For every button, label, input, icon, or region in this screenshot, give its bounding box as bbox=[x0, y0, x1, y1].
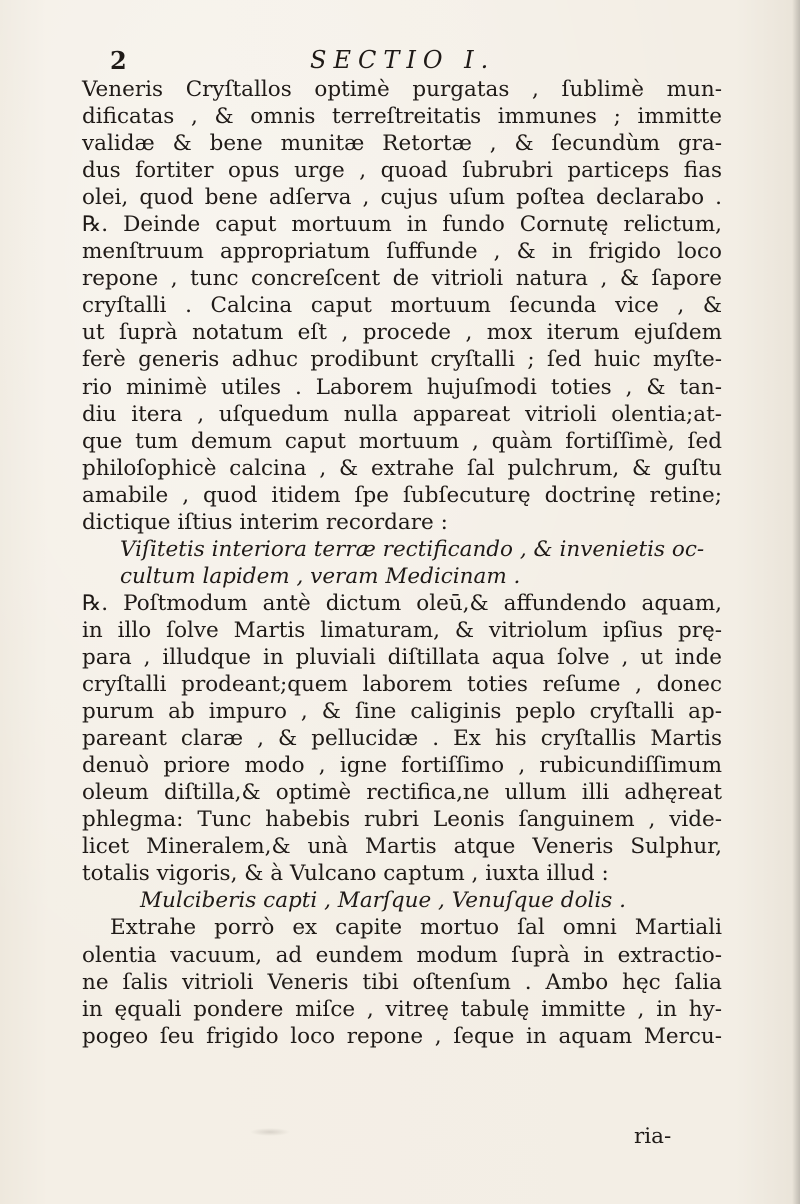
text-line: ne ſalis vitrioli Veneris tibi oſtenſum . Ambo hęc ſalia bbox=[82, 969, 722, 995]
quotation-line: Viſitetis interiora terræ rectificando , & invenietis oc- bbox=[120, 536, 705, 562]
text-line: in ęquali pondere miſce , vitreę tabulę immitte , in hy- bbox=[82, 996, 722, 1022]
text-line: validæ & bene munitæ Retortæ , & ſecundùm gra- bbox=[82, 131, 722, 157]
text-line: olei, quod bene adſerva , cujus uſum poſtea declarabo . bbox=[82, 185, 722, 211]
text-line: repone , tunc concreſcent de vitrioli natura , & ſapore bbox=[82, 266, 722, 292]
text-line: licet Mineralem,& unà Martis atque Veneris Sulphur, bbox=[82, 834, 722, 860]
text-line: cryſtalli . Calcina caput mortuum ſecunda vice , & bbox=[82, 293, 722, 319]
text-line: philoſophicè calcina , & extrahe ſal pulchrum, & guſtu bbox=[82, 455, 722, 481]
text-line: olentia vacuum, ad eundem modum ſuprà in extractio- bbox=[82, 942, 722, 968]
text-line: ut ſuprà notatum eſt , procede , mox iterum ejuſdem bbox=[82, 320, 722, 346]
page-number: 2 bbox=[110, 46, 127, 75]
text-line: pogeo ſeu frigido loco repone , ſeque in aquam Mercu- bbox=[82, 1023, 722, 1049]
text-line: cryſtalli prodeant;quem laborem toties reſume , donec bbox=[82, 672, 722, 698]
text-line: dus fortiter opus urge , quoad ſubrubri particeps fias bbox=[82, 158, 722, 184]
ink-smudge bbox=[250, 1128, 290, 1136]
text-line: phlegma: Tunc habebis rubri Leonis ſanguinem , vide- bbox=[82, 807, 722, 833]
text-line: para , illudque in pluviali diſtillata aqua ſolve , ut inde bbox=[82, 644, 722, 670]
quotation-line: cultum lapidem , veram Medicinam . bbox=[120, 563, 521, 589]
body-text bbox=[82, 76, 722, 1050]
page-edge-shadow bbox=[792, 0, 800, 1204]
text-line: que tum demum caput mortuum , quàm fortiſſimè, ſed bbox=[82, 428, 722, 454]
text-line: amabile , quod itidem ſpe ſubſecuturę doctrinę retine; bbox=[82, 482, 722, 508]
running-head: SECTIO I. bbox=[310, 46, 496, 74]
text-line: pareant claræ , & pellucidæ . Ex his cryſtallis Martis bbox=[82, 726, 722, 752]
text-line: in illo ſolve Martis limaturam, & vitriolum ipſius prę- bbox=[82, 617, 722, 643]
text-line: totalis vigoris, & à Vulcano captum , iuxta illud : bbox=[82, 861, 609, 887]
page-header bbox=[110, 46, 670, 80]
text-line: ferè generis adhuc prodibunt cryſtalli ; ſed huic myſte- bbox=[82, 347, 722, 373]
catchword: ria- bbox=[634, 1124, 672, 1149]
text-line: rio minimè utiles . Laborem hujuſmodi toties , & tan- bbox=[82, 374, 722, 400]
quotation-line: Mulciberis capti , Marſque , Venuſque dolis . bbox=[140, 888, 626, 914]
text-line: denuò priore modo , igne fortiſſimo , rubicundiſſimum bbox=[82, 753, 722, 779]
text-line: Extrahe porrò ex capite mortuo ſal omni Martiali bbox=[110, 915, 722, 941]
text-line: Veneris Cryſtallos optimè purgatas , ſublimè mun- bbox=[82, 77, 722, 102]
text-line: purum ab impuro , & ſine caliginis peplo cryſtalli ap- bbox=[82, 699, 722, 725]
text-line: menſtruum appropriatum ſuffunde , & in frigido loco bbox=[82, 239, 722, 265]
text-line: dificatas , & omnis terreſtreitatis immunes ; immitte bbox=[82, 104, 722, 130]
text-line: ℞. Deinde caput mortuum in fundo Cornutę relictum, bbox=[82, 212, 722, 238]
text-line: oleum diſtilla,& optimè rectifica,ne ullum illi adhęreat bbox=[82, 780, 722, 806]
text-line: ℞. Poſtmodum antè dictum oleū,& affundendo aquam, bbox=[82, 590, 722, 616]
text-line: diu itera , uſquedum nulla appareat vitrioli olentia;at- bbox=[82, 401, 722, 427]
text-line: dictique iſtius interim recordare : bbox=[82, 509, 448, 535]
